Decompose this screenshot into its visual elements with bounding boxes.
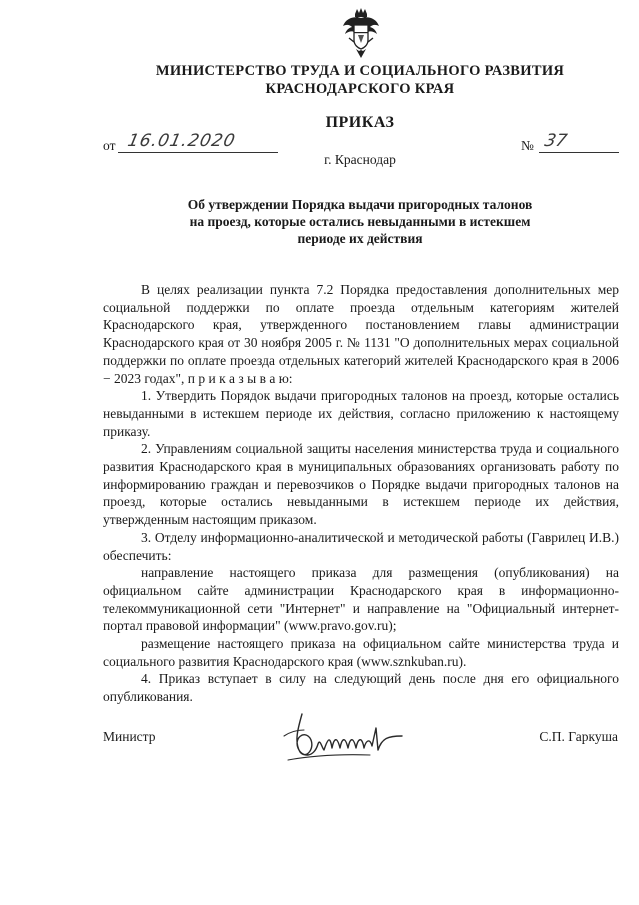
signatory-name: С.П. Гаркуша (539, 729, 618, 744)
date-underline (118, 152, 278, 153)
order-subject (140, 196, 580, 247)
clause-1: 1. Утвердить Порядок выдачи пригородных талонов на проезд, которые остались невыданными в истекшем периоде их действия, согласно приложению к настоящему приказу. (103, 388, 619, 439)
signatory-title: Министр (103, 729, 156, 744)
preamble-paragraph: В целях реализации пункта 7.2 Порядка предоставления дополнительных мер социальной поддержки по оплате проезда отдельным категориям жителей Краснодарского края, утвержденного постановлением главы администрации Краснодарского края от 30 ноября 2005 г. № 1131 "О дополнительных мерах социальной поддержки по оплате проезда отдельных категорий жителей Краснодарского края в 2006 − 2023 годах", п р и к а з ы в а ю: (103, 282, 619, 386)
clause-3-subitem-a: направление настоящего приказа для размещения (опубликования) на официальном сайте администрации Краснодарского края в информационно-телекоммуникационной сети "Интернет" и направление на "Официальный интернет-портал правовой информации" (www.pravo.gov.ru); (103, 565, 619, 634)
order-number: 37 (542, 131, 569, 151)
city: г. Краснодар (324, 152, 396, 167)
handwritten-signature (280, 708, 415, 768)
clause-4: 4. Приказ вступает в силу на следующий день после дня его официального опубликования. (103, 671, 619, 705)
order-title: ПРИКАЗ (325, 114, 395, 131)
clause-3-subitem-b: размещение настоящего приказа на официальном сайте министерства труда и социального развития Краснодарского края (www.sznkuban.ru). (103, 636, 619, 669)
subject-line3: периоде их действия (297, 231, 423, 246)
order-body (103, 281, 619, 706)
ministry-name-line1: МИНИСТЕРСТВО ТРУДА И СОЦИАЛЬНОГО РАЗВИТИЯ (155, 63, 565, 79)
coat-of-arms-icon (340, 6, 382, 60)
clause-2: 2. Управлениям социальной защиты населения министерства труда и социального развития Краснодарского края в муниципальных образованиях организовать работу по информированию граждан и перевозчиков о Порядке выдачи пригородных талонов на проезд, которые остались невыданными в истекшем периоде их действия, утвержденным настоящим приказом. (103, 441, 619, 528)
clause-3: 3. Отделу информационно-аналитической и методической работы (Гаврилец И.В.) обеспечить: (103, 529, 619, 563)
date-label: от (103, 138, 116, 153)
subject-line2: на проезд, которые остались невыданными в истекшем (189, 214, 531, 229)
number-label: № (521, 138, 534, 153)
order-date: 16.01.2020 (125, 131, 238, 151)
number-underline (539, 152, 619, 153)
ministry-name-line2: КРАСНОДАРСКОГО КРАЯ (265, 81, 455, 97)
subject-line1: Об утверждении Порядка выдачи пригородных талонов (187, 197, 533, 212)
